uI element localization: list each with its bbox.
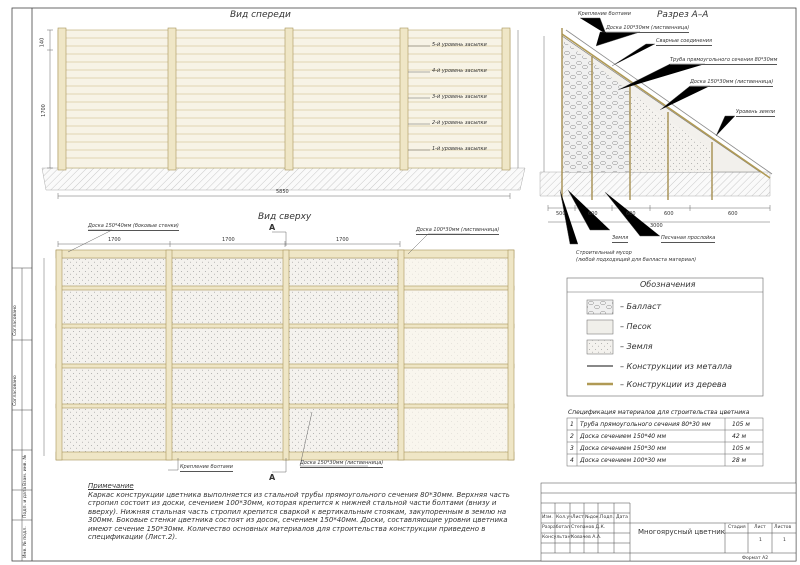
title-block-frame <box>541 483 796 561</box>
spec-name-3: Доска сечением 150*30 мм <box>580 445 667 452</box>
front-view-title: Вид спереди <box>230 10 291 20</box>
legend-title: Обозначения <box>640 280 696 289</box>
section-dim-4: 600 <box>664 211 674 217</box>
top-dim-2: 1700 <box>222 237 235 243</box>
section-dim-total: 3000 <box>650 223 663 229</box>
top-dim-1: 1700 <box>108 237 121 243</box>
front-dim-top: 140 <box>39 37 46 48</box>
legend-metal: – Конструкции из металла <box>620 362 733 371</box>
section-mark-top: A <box>269 223 276 232</box>
spec-n-2: 2 <box>570 433 574 440</box>
section-label-sand: Песчаная прослойка <box>661 235 716 241</box>
note-heading: Примечание <box>88 482 134 490</box>
spec-name-1: Труба прямоугольного сечения 80*30 мм <box>580 421 711 428</box>
spec-qty-2: 42 м <box>732 433 747 440</box>
section-view-title: Разрез A–A <box>657 10 709 20</box>
stamp-developed: Разработал <box>542 525 570 530</box>
legend-ballast: – Балласт <box>620 302 662 311</box>
top-label-board-mid: Доска 150*30мм (лиственница) <box>300 460 384 466</box>
spec-n-1: 1 <box>570 421 574 428</box>
side-sign-date: Подп. и дата <box>23 486 28 518</box>
stamp-format: Формат А2 <box>742 556 769 561</box>
sand-swatch <box>587 320 613 334</box>
stamp-title: Многоярусный цветник <box>638 528 726 536</box>
top-label-board-top: Доска 100*30мм (лиственница) <box>416 227 500 233</box>
section-dim-1: 500 <box>556 211 566 217</box>
stamp-sheet-n: 1 <box>759 538 762 543</box>
level-label-3: 3-й уровень засыпки <box>432 94 487 100</box>
side-inv-replace: Взам. инв. № <box>23 454 28 486</box>
front-dim-height: 1700 <box>40 104 47 117</box>
top-dim-3: 1700 <box>336 237 349 243</box>
level-label-2: 2-й уровень засыпки <box>432 120 487 126</box>
section-label-ground: Уровень земли <box>736 109 776 115</box>
spec-name-2: Доска сечением 150*40 мм <box>580 433 667 440</box>
level-label-4: 4-й уровень засыпки <box>432 68 487 74</box>
spec-title: Спецификация материалов для строительства цветника <box>568 409 750 416</box>
stamp-consultant: Консультант <box>542 535 574 540</box>
level-label-1: 1-й уровень засыпки <box>432 146 487 152</box>
stamp-col-ndoc: №док. <box>585 515 600 520</box>
legend-soil: – Земля <box>620 342 653 351</box>
side-agreed-2: Согласовано <box>13 375 18 406</box>
ballast-swatch <box>587 300 613 314</box>
top-label-bolts: Крепление болтами <box>180 464 233 470</box>
legend-frame <box>567 278 763 396</box>
level-label-5: 5-й уровень засыпки <box>432 42 487 48</box>
front-dim-total: 5850 <box>276 189 289 195</box>
spec-qty-3: 105 м <box>732 445 750 452</box>
spec-qty-1: 105 м <box>732 421 750 428</box>
top-view-drawing <box>44 227 514 472</box>
stamp-consultant-name: Ковачев А.А. <box>571 535 602 540</box>
stamp-col-podp: Подп. <box>600 515 614 520</box>
stamp-developed-name: Степанов Д.К. <box>571 525 606 530</box>
section-label-pipe: Труба прямоугольного сечения 80*30мм <box>670 57 778 63</box>
front-view-drawing <box>39 28 525 199</box>
legend-sand: – Песок <box>620 322 652 331</box>
section-label-board150: Доска 150*30мм (лиственница) <box>690 79 774 85</box>
stamp-sheets: Листов <box>774 525 792 530</box>
section-label-weld: Сварные соединения <box>656 38 713 44</box>
section-mark-bottom: A <box>269 473 276 482</box>
note-block <box>88 482 516 542</box>
soil-swatch <box>587 340 613 354</box>
section-label-soil: Земля <box>612 235 629 241</box>
legend-wood: – Конструкции из дерева <box>620 380 727 389</box>
stamp-col-koluch: Кол.уч <box>556 515 572 520</box>
top-view-title: Вид сверху <box>258 212 312 222</box>
side-inv-orig: Инв. № подл. <box>23 526 28 558</box>
stamp-col-list: Лист <box>572 515 584 520</box>
top-label-board-side: Доска 150*40мм (боковые стенки) <box>88 223 179 229</box>
stamp-stage: Стадия <box>728 525 746 530</box>
stamp-sheet: Лист <box>754 525 766 530</box>
section-dim-3: 600 <box>626 211 636 217</box>
stamp-col-izm: Изм. <box>542 515 553 520</box>
section-label-rubble: Строительный мусор <box>576 250 632 256</box>
spec-n-4: 4 <box>570 457 574 464</box>
note-text: Каркас конструкции цветника выполняется из стальной трубы прямоугольного сечения 80*30мм. Верхняя часть стропил состоит из доски, сечением 100*30мм, которая крепится к нижней стальной части болтами (внизу и вверху). Нижняя стальная часть стропил крепится сваркой к вертикальным стоякам, закупоренным в землю на 300мм. Боковые стенки цветника состоят из досок, сечением 150*40мм. Доски, составляющие уровни цветника имеют сечение 150*30мм. Количество основных материалов для строительства конструкции приведено в спецификации (Лист.2). <box>88 490 510 541</box>
section-dim-5: 600 <box>728 211 738 217</box>
side-agreed-1: Согласовано <box>13 305 18 336</box>
spec-n-3: 3 <box>570 445 574 452</box>
section-label-bolts: Крепление болтами <box>578 11 631 17</box>
stamp-sheets-n: 1 <box>783 538 786 543</box>
section-label-board100: Доска 100*30мм (лиственница) <box>606 25 690 31</box>
spec-name-4: Доска сечением 100*30 мм <box>580 457 667 464</box>
section-label-rubble-note: (любой подходящий для балласта материал) <box>576 257 697 263</box>
section-dim-2: 600 <box>588 211 598 217</box>
spec-qty-4: 28 м <box>732 457 747 464</box>
stamp-col-date: Дата <box>616 515 628 520</box>
